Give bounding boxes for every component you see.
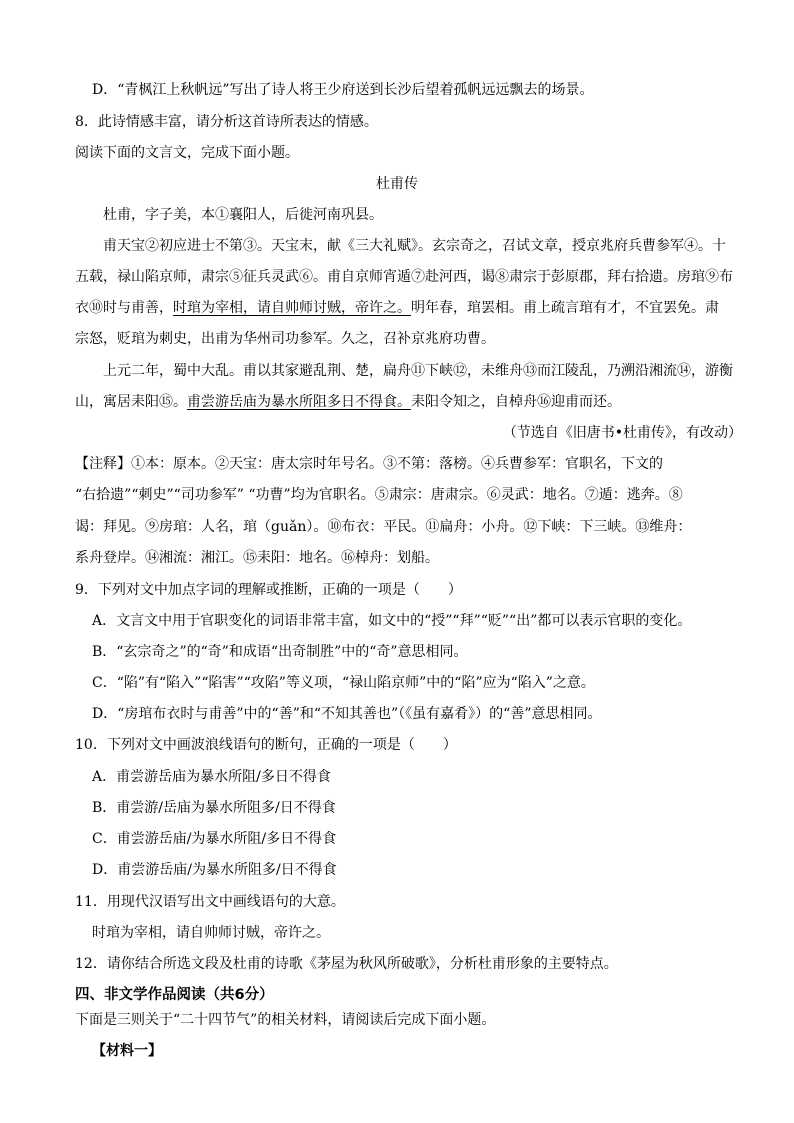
q10-option-a: A．甫尝游岳庙为暴水所阻/多日不得食 xyxy=(92,769,331,785)
passage-paragraph-1: 杜甫，字子美，本①襄阳人，后徙河南巩县。 xyxy=(103,207,383,223)
q10-option-d: D．甫尝游岳庙/为暴水所阻多/日不得食 xyxy=(92,862,337,878)
passage-text: 山，寓居耒阳⑮。 xyxy=(75,394,187,410)
passage-paragraph-2-line-2: 五载，禄山陷京师，肃宗⑤征兵灵武⑥。甫自京师宵遁⑦赴河西，谒⑧肃宗于彭原郡，拜右拾遗。房琯⑨布 xyxy=(75,269,733,285)
underlined-sentence: 时琯为宰相，请自帅师讨贼，帝许之。 xyxy=(173,300,411,316)
annotation-line-4: 系舟登岸。⑭湘流：湘江。⑮耒阳：地名。⑯棹舟：划船。 xyxy=(75,550,439,566)
material-1-label: 【材料一】 xyxy=(92,1043,162,1059)
q9-option-a: A．文言文中用于官职变化的词语非常丰富，如文中的“授”“拜”“贬”“出”都可以表示官职的变化。 xyxy=(92,613,692,629)
wavy-underlined-sentence: 甫尝游岳庙为暴水所阻多日不得食。 xyxy=(187,394,411,410)
q10-option-c: C．甫尝游岳庙/为暴水所阻/多日不得食 xyxy=(92,831,337,847)
section-instruction: 下面是三则关于“二十四节气”的相关材料，请阅读后完成下面小题。 xyxy=(75,1012,496,1028)
q11-sentence: 时琯为宰相，请自帅师讨贼，帝许之。 xyxy=(92,925,330,941)
section-heading: 四、非文学作品阅读（共6分） xyxy=(75,987,274,1003)
passage-paragraph-2-line-3 xyxy=(75,298,719,318)
annotation-line-3: 谒：拜见。⑨房琯：人名，琯（guǎn）。⑩布衣：平民。⑪扁舟：小舟。⑫下峡：下三峡。⑬维舟： xyxy=(75,519,692,535)
reading-instruction: 阅读下面的文言文，完成下面小题。 xyxy=(75,145,299,161)
q9-option-b: B．“玄宗奇之”的“奇”和成语“出奇制胜”中的“奇”意思相同。 xyxy=(92,644,468,660)
passage-paragraph-2-line-1: 甫天宝②初应进士不第③。天宝末，献《三大礼赋》。玄宗奇之，召试文章，授京兆府兵曹参军④。十 xyxy=(103,238,726,254)
passage-text: 衣⑩时与甫善， xyxy=(75,300,173,316)
q9-option-d: D．“房琯布衣时与甫善”中的“善”和“不知其善也”（《虽有嘉肴》）的“善”意思相同。 xyxy=(92,706,602,722)
question-8: 8．此诗情感丰富，请分析这首诗所表达的情感。 xyxy=(75,114,378,130)
annotation-line-2: “右拾遗”“刺史”“司功参军” “功曹”均为官职名。⑤肃宗：唐肃宗。⑥灵武：地名。⑦遁：逃奔。⑧ xyxy=(75,487,683,503)
annotation-line-1: 【注释】①本：原本。②天宝：唐太宗时年号名。③不第：落榜。④兵曹参军：官职名，下文的 xyxy=(75,456,663,472)
question-9: 9．下列对文中加点字词的理解或推断，正确的一项是（ ） xyxy=(75,582,462,598)
q7-option-d: D．“青枫江上秋帆远”写出了诗人将王少府送到长沙后望着孤帆远远飘去的场景。 xyxy=(92,82,594,98)
passage-source: （节选自《旧唐书•杜甫传》，有改动） xyxy=(502,425,742,441)
question-10: 10．下列对文中画波浪线语句的断句，正确的一项是（ ） xyxy=(75,737,457,753)
q10-option-b: B．甫尝游/岳庙为暴水所阻多/日不得食 xyxy=(92,800,336,816)
passage-paragraph-2-line-4: 宗怒，贬琯为刺史，出甫为华州司功参军。久之，召补京兆府功曹。 xyxy=(75,331,495,347)
passage-paragraph-3-line-1: 上元二年，蜀中大乱。甫以其家避乱荆、楚，扁舟⑪下峡⑫，未维舟⑬而江陵乱，乃溯沿湘流⑭，游衡 xyxy=(103,363,733,379)
q9-option-c: C．“陷”有“陷入”“陷害”“攻陷”等义项，“禄山陷京师”中的“陷”应为“陷入”之意。 xyxy=(92,675,595,691)
passage-text: 明年春，琯罢相。甫上疏言琯有才，不宜罢免。肃 xyxy=(411,300,719,316)
passage-text: 耒阳令知之，自棹舟⑯迎甫而还。 xyxy=(411,394,621,410)
passage-title: 杜甫传 xyxy=(376,176,418,192)
passage-paragraph-3-line-2 xyxy=(75,392,621,412)
question-12: 12．请你结合所选文段及杜甫的诗歌《茅屋为秋风所破歌》，分析杜甫形象的主要特点。 xyxy=(75,956,618,972)
question-11: 11．用现代汉语写出文中画线语句的大意。 xyxy=(75,894,345,910)
